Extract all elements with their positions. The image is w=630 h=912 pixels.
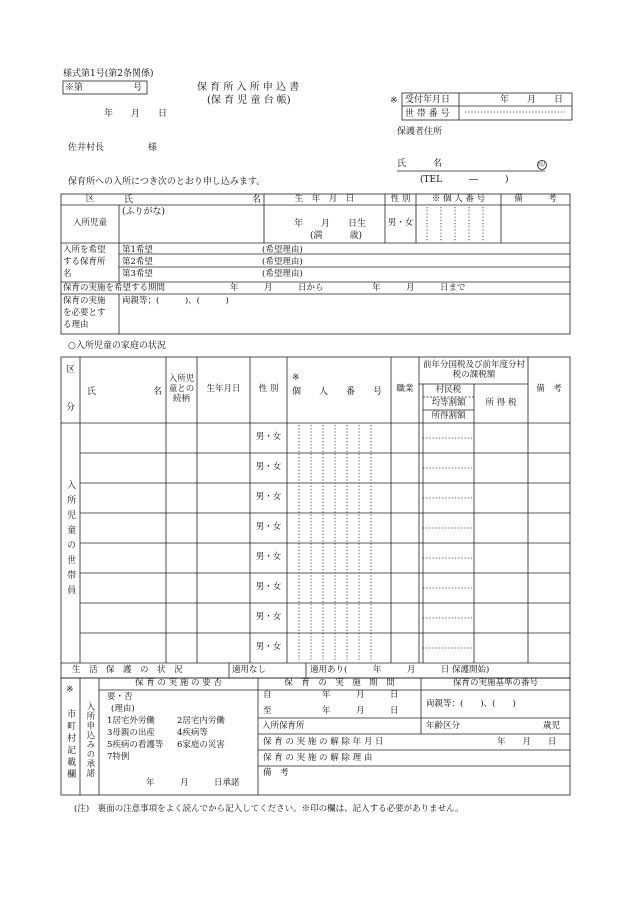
fam-header-kintou: 均等割額 [431,398,466,409]
receipt-mark: ※ [390,96,398,106]
fam-row-sex: 男・女 [255,462,282,473]
standard-header: 保育の実施基準の番号 [452,678,538,689]
standard-value: 両親等：( )、( ) [426,699,516,709]
fam-header-mei: 名 [153,387,163,397]
seal-mark: 印 [538,160,545,168]
office-period-from-date: 年 月 日 [322,690,399,700]
reason-label-2: を必要とす [63,308,106,318]
office-number-mark: ※第 [65,83,84,93]
reason-label-3: る理由 [63,320,89,330]
welfare-none: 適用なし [232,665,267,675]
addressee-honorific: 様 [148,143,158,153]
wish-label-3: 名 [63,269,72,279]
welfare-label: 生 活 保 護 の 状 況 [72,665,183,675]
reason-5: 5疾病の看護等 [107,740,164,750]
fam-header-note: 備 考 [536,384,562,395]
reason-7: 7特例 [107,752,130,762]
welfare-applied: 適用あり( 年 月 日 保護開始) [310,665,490,675]
approval-date: 年 月 日承諾 [146,778,240,788]
fam-row-sex: 男・女 [255,432,282,443]
period-label: 保育の実施を希望する期間 [63,283,166,293]
office-number-suffix: 号 [133,83,143,93]
office-period-to-date: 年 月 日 [322,706,399,716]
reason-3: 3母親の出産 [107,728,155,738]
wish-reason-2: (希望理由) [262,257,303,267]
wish-reason-1: (希望理由) [262,245,303,255]
receipt-date-value: 年 月 日 [500,95,564,105]
office-period-to: 至 [263,706,272,716]
guardian-tel: (TEL ― ) [420,175,509,185]
child-sex-value: 男・女 [387,218,414,229]
office-side-label: 市町村記載欄 [65,709,76,781]
cancel-date-label: 保 育 の 実 施 の 解 除 年 月 日 [263,737,384,747]
office-side-mark: ※ [66,685,74,695]
office-note-label: 備 考 [263,768,289,778]
fam-header-tax: 前年分国税及び前年度分村税の課税額 [422,360,525,380]
reason-4: 4疾病等 [177,728,208,738]
wish-1: 第1希望 [122,245,153,255]
fam-row-sex: 男・女 [255,522,282,533]
fam-row-sex: 男・女 [255,492,282,503]
form-number: 様式第1号(第2条関係) [63,69,154,79]
fam-header-ku-2: 分 [66,403,76,413]
cancel-date-value: 年 月 日 [497,737,557,747]
fam-row-sex: 男・女 [255,582,282,593]
form-subtitle: (保 育 児 童 台 帳) [207,95,291,106]
child-label: 入所児童 [72,218,107,229]
office-period-from: 自 [263,690,272,700]
period-to: 年 月 日まで [372,283,466,293]
footer-note: (注) 裏面の注意事項をよく読んでから記入してください。※印の欄は、記入する必要がありません。 [74,804,464,814]
fam-row-sex: 男・女 [255,552,282,563]
t1-header-shi: 氏 [124,195,134,205]
need-header: 保 育 の 実 施 の 要 否 [135,678,222,689]
age-label: 年齢区分 [426,721,461,731]
furigana-label: (ふりがな) [122,207,166,217]
child-birth-value: 年 月 日生 [294,219,367,229]
fam-header-id-mark: ※ [292,373,300,383]
fam-header-id: 個 人 番 号 [292,387,383,397]
need-value: 要・否 [107,692,133,702]
cancel-reason-label: 保 育 の 実 施 の 解 除 理 由 [263,753,373,763]
reason-value: 両親等；( )、( ) [122,296,229,306]
fam-header-ku-1: 区 [66,365,76,375]
reason-2: 2居宅内労働 [177,716,225,726]
facility-label: 入所保育所 [262,721,305,731]
t1-header-ku: 区 [85,193,95,204]
child-age-value: (満 歳) [310,231,363,241]
period-from: 年 月 日から [230,283,324,293]
receipt-date-label: 受付年月日 [405,95,451,105]
t1-header-sex: 性 別 [390,193,411,204]
family-section-title: ○入所児童の家庭の状況 [68,341,166,351]
wish-2: 第2希望 [122,257,153,267]
addressee: 佐井村長 [68,143,105,153]
wish-3: 第3希望 [122,269,153,279]
approval-label: 入所申込みの承諾 [84,702,95,778]
fam-header-sex: 性 別 [258,384,279,395]
t1-header-mei: 名 [252,195,262,205]
office-period-header: 保 育 の 実 施 期 間 [284,678,395,689]
fam-row-sex: 男・女 [255,612,282,623]
fam-header-rel: 入所児童との続柄 [168,374,195,404]
t1-header-note: 備 考 [514,193,557,204]
wish-label-1: 入所を希望 [63,245,106,255]
age-value: 歳児 [543,721,561,731]
fam-row-sex: 男・女 [255,642,282,653]
fam-header-shotoku: 所得割額 [431,411,466,422]
intro-text: 保育所への入所につき次のとおり申し込みます。 [68,177,266,187]
form-title: 保 育 所 入 所 申 込 書 [197,82,300,93]
wish-label-2: する保育所 [63,257,106,267]
guardian-name-label: 氏 名 [397,159,443,169]
reason-6: 6家庭の災害 [177,740,225,750]
fam-header-shi: 氏 [87,387,97,397]
reason-1: 1居宅外労働 [107,716,155,726]
household-number-label: 世 帯 番 号 [405,109,450,119]
t1-header-id: ※ 個 人 番 号 [431,193,486,204]
reason-label-1: 保育の実施 [63,296,106,306]
application-date: 年 月 日 [104,109,168,119]
fam-side-label: 入所児童の世帯員 [65,480,76,600]
fam-header-murazei: 村民税 [435,385,462,396]
fam-header-job: 職業 [396,384,414,395]
t1-header-birth: 生 年 月 日 [294,193,355,204]
guardian-address-label: 保護者住所 [397,127,443,137]
need-reason: (理由) [111,704,135,714]
wish-reason-3: (希望理由) [262,269,303,279]
fam-header-shotokuzei: 所 得 税 [485,397,517,408]
fam-header-birth: 生年月日 [206,384,241,395]
